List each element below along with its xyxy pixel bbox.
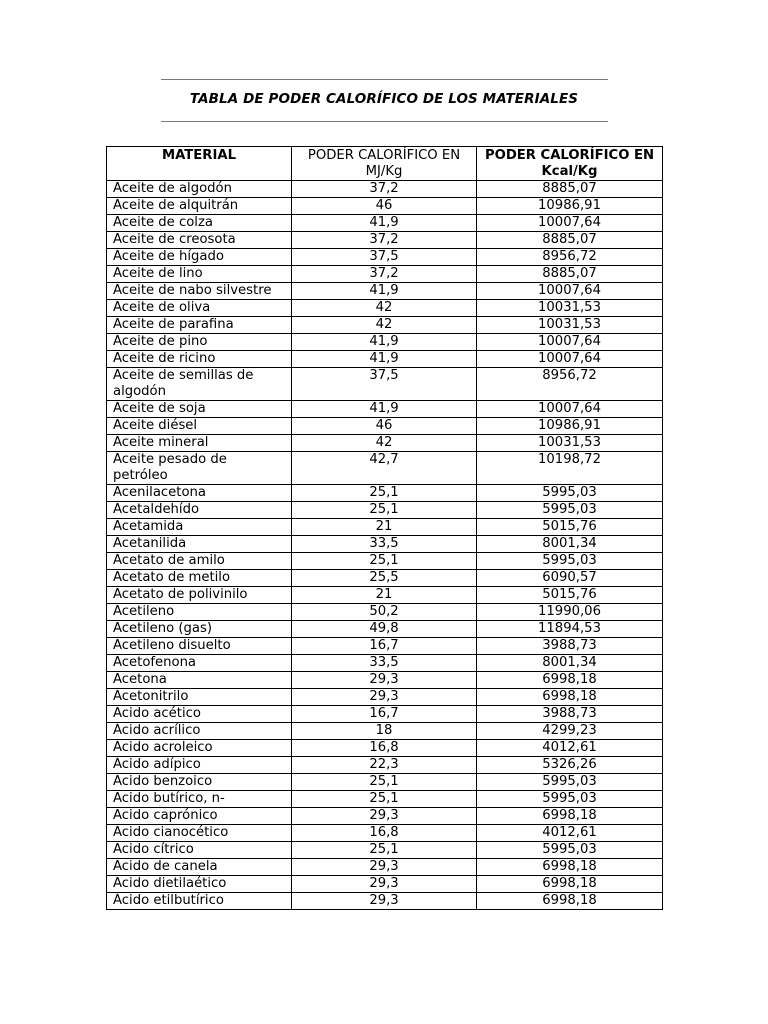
material-cell: Acetato de metilo [107,570,292,587]
kcal-kg-cell: 8001,34 [477,536,663,553]
mj-kg-cell: 50,2 [292,604,477,621]
material-cell: Acido cítrico [107,842,292,859]
kcal-kg-cell: 6998,18 [477,689,663,706]
kcal-kg-cell: 10007,64 [477,351,663,368]
table-row [107,452,663,485]
kcal-kg-cell: 11894,53 [477,621,663,638]
mj-kg-cell: 29,3 [292,689,477,706]
material-cell: Ácido acrílico [107,723,292,740]
material-cell: Aceite de parafina [107,317,292,334]
mj-kg-cell: 41,9 [292,351,477,368]
mj-kg-cell: 29,3 [292,859,477,876]
table-row [107,418,663,435]
material-cell: Acetofenona [107,655,292,672]
kcal-kg-cell: 6090,57 [477,570,663,587]
table-row [107,502,663,519]
material-cell: Acetonitrilo [107,689,292,706]
table-row [107,825,663,842]
material-cell: Aceite de hígado [107,249,292,266]
table-row [107,232,663,249]
material-cell: Aceite de lino [107,266,292,283]
table-row [107,774,663,791]
table-row [107,553,663,570]
mj-kg-cell: 33,5 [292,655,477,672]
table-row [107,198,663,215]
mj-kg-cell: 41,9 [292,215,477,232]
material-cell: Acido benzoico [107,774,292,791]
kcal-kg-cell: 5995,03 [477,791,663,808]
material-cell: Aceite de nabo silvestre [107,283,292,300]
table-row [107,519,663,536]
table-row [107,587,663,604]
material-cell: Acido dietilaético [107,876,292,893]
kcal-kg-cell: 10007,64 [477,283,663,300]
mj-kg-cell: 25,1 [292,485,477,502]
table-row [107,334,663,351]
mj-kg-cell: 25,1 [292,791,477,808]
table-row [107,672,663,689]
mj-kg-cell: 25,5 [292,570,477,587]
table-row [107,859,663,876]
table-row [107,283,663,300]
table-row [107,570,663,587]
mj-kg-cell: 29,3 [292,876,477,893]
material-cell: Acetileno disuelto [107,638,292,655]
kcal-kg-cell: 6998,18 [477,672,663,689]
mj-kg-cell: 29,3 [292,808,477,825]
material-cell: Aceite de semillas de algodón [107,368,292,401]
table-row [107,266,663,283]
table-row [107,791,663,808]
material-cell: Acenilacetona [107,485,292,502]
mj-kg-cell: 16,7 [292,638,477,655]
material-cell: Aceite de pino [107,334,292,351]
table-row [107,706,663,723]
material-cell: Aceite de colza [107,215,292,232]
kcal-kg-cell: 10198,72 [477,452,663,485]
mj-kg-cell: 37,5 [292,368,477,401]
kcal-kg-cell: 5995,03 [477,485,663,502]
material-cell: Aceite mineral [107,435,292,452]
material-cell: Aceite de oliva [107,300,292,317]
mj-kg-cell: 25,1 [292,774,477,791]
mj-kg-cell: 37,2 [292,232,477,249]
kcal-kg-cell: 10986,91 [477,198,663,215]
header-kcal-kg: PODER CALORÍFICO EN Kcal/Kg [477,147,663,181]
kcal-kg-cell: 8885,07 [477,181,663,198]
material-cell: Ácido acroleico [107,740,292,757]
header-mj-kg: PODER CALORÍFICO EN MJ/Kg [292,147,477,181]
material-cell: Acetato de amilo [107,553,292,570]
mj-kg-cell: 37,5 [292,249,477,266]
table-body [107,181,663,910]
kcal-kg-cell: 10007,64 [477,401,663,418]
kcal-kg-cell: 10007,64 [477,215,663,232]
table-row [107,368,663,401]
table-row [107,689,663,706]
mj-kg-cell: 41,9 [292,283,477,300]
mj-kg-cell: 37,2 [292,181,477,198]
table-row [107,181,663,198]
material-cell: Acetamida [107,519,292,536]
mj-kg-cell: 16,8 [292,740,477,757]
table-row [107,655,663,672]
mj-kg-cell: 29,3 [292,893,477,910]
mj-kg-cell: 42 [292,317,477,334]
mj-kg-cell: 18 [292,723,477,740]
material-cell: Acetileno [107,604,292,621]
kcal-kg-cell: 4012,61 [477,740,663,757]
mj-kg-cell: 49,8 [292,621,477,638]
mj-kg-cell: 42 [292,435,477,452]
mj-kg-cell: 42,7 [292,452,477,485]
table-row [107,300,663,317]
kcal-kg-cell: 10031,53 [477,435,663,452]
material-cell: Acetileno (gas) [107,621,292,638]
kcal-kg-cell: 11990,06 [477,604,663,621]
mj-kg-cell: 41,9 [292,401,477,418]
material-cell: Aceite de alquitrán [107,198,292,215]
material-cell: Acetanilida [107,536,292,553]
kcal-kg-cell: 6998,18 [477,859,663,876]
kcal-kg-cell: 8001,34 [477,655,663,672]
kcal-kg-cell: 10031,53 [477,317,663,334]
table-row [107,604,663,621]
table-row [107,621,663,638]
material-cell: Aceite diésel [107,418,292,435]
kcal-kg-cell: 8956,72 [477,249,663,266]
material-cell: Aceite pesado de petróleo [107,452,292,485]
kcal-kg-cell: 10031,53 [477,300,663,317]
table-row [107,485,663,502]
material-cell: Ácido etilbutírico [107,893,292,910]
mj-kg-cell: 22,3 [292,757,477,774]
table-row [107,757,663,774]
table-row [107,215,663,232]
table-row [107,808,663,825]
table-row [107,536,663,553]
mj-kg-cell: 42 [292,300,477,317]
table-row [107,893,663,910]
material-cell: Acido cianocético [107,825,292,842]
title-top-rule [161,79,608,80]
kcal-kg-cell: 6998,18 [477,893,663,910]
table-row [107,401,663,418]
material-cell: Acetaldehído [107,502,292,519]
mj-kg-cell: 29,3 [292,672,477,689]
kcal-kg-cell: 6998,18 [477,808,663,825]
material-cell: Acetato de polivinilo [107,587,292,604]
mj-kg-cell: 46 [292,418,477,435]
mj-kg-cell: 37,2 [292,266,477,283]
table-row [107,351,663,368]
kcal-kg-cell: 5015,76 [477,587,663,604]
mj-kg-cell: 46 [292,198,477,215]
table-row [107,740,663,757]
kcal-kg-cell: 8885,07 [477,232,663,249]
kcal-kg-cell: 5995,03 [477,553,663,570]
material-cell: Ácido adípico [107,757,292,774]
table-row [107,842,663,859]
title-bottom-rule [161,121,608,122]
document-title: TABLA DE PODER CALORÍFICO DE LOS MATERIALES [189,91,579,107]
kcal-kg-cell: 8885,07 [477,266,663,283]
table-row [107,249,663,266]
kcal-kg-cell: 4012,61 [477,825,663,842]
material-cell: Acido acético [107,706,292,723]
mj-kg-cell: 16,7 [292,706,477,723]
mj-kg-cell: 41,9 [292,334,477,351]
table-row [107,638,663,655]
mj-kg-cell: 25,1 [292,842,477,859]
table-header-row [107,147,663,181]
material-cell: Aceite de creosota [107,232,292,249]
kcal-kg-cell: 8956,72 [477,368,663,401]
calorific-value-table [106,146,663,910]
table-row [107,317,663,334]
kcal-kg-cell: 5326,26 [477,757,663,774]
mj-kg-cell: 21 [292,587,477,604]
mj-kg-cell: 25,1 [292,553,477,570]
material-cell: Acido butírico, n- [107,791,292,808]
kcal-kg-cell: 6998,18 [477,876,663,893]
material-cell: Aceite de soja [107,401,292,418]
header-material: MATERIAL [107,147,292,181]
mj-kg-cell: 25,1 [292,502,477,519]
mj-kg-cell: 21 [292,519,477,536]
table-row [107,723,663,740]
material-cell: Aceite de ricino [107,351,292,368]
material-cell: Acido caprónico [107,808,292,825]
mj-kg-cell: 33,5 [292,536,477,553]
kcal-kg-cell: 10007,64 [477,334,663,351]
kcal-kg-cell: 4299,23 [477,723,663,740]
kcal-kg-cell: 5995,03 [477,842,663,859]
kcal-kg-cell: 5995,03 [477,774,663,791]
kcal-kg-cell: 5015,76 [477,519,663,536]
kcal-kg-cell: 5995,03 [477,502,663,519]
mj-kg-cell: 16,8 [292,825,477,842]
table-row [107,435,663,452]
material-cell: Acido de canela [107,859,292,876]
kcal-kg-cell: 3988,73 [477,638,663,655]
material-cell: Acetona [107,672,292,689]
kcal-kg-cell: 3988,73 [477,706,663,723]
kcal-kg-cell: 10986,91 [477,418,663,435]
material-cell: Aceite de algodón [107,181,292,198]
table-row [107,876,663,893]
